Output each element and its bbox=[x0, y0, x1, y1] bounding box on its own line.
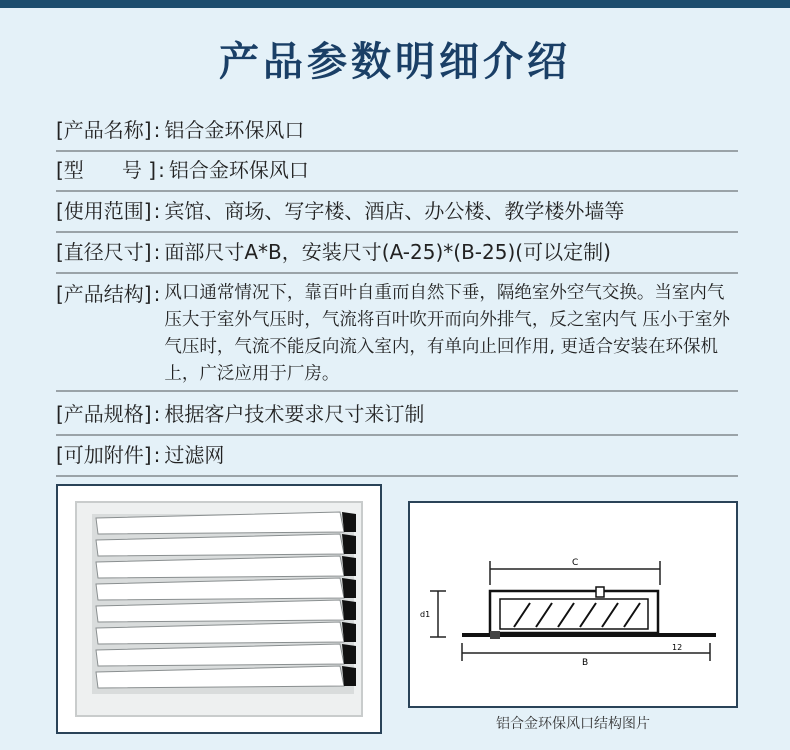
top-bar bbox=[0, 0, 790, 8]
row-value: 风口通常情况下，靠百叶自重而自然下垂，隔绝室外空气交换。当室内气压大于室外气压时，气流将百叶吹开而向外排气，反之室内气 压小于室外气压时，气流不能反向流入室内，有单向止回作用, 更适合安装在环保机上，广泛应用于厂房。 bbox=[164, 283, 730, 384]
row-value: 铝合金环保风口 bbox=[164, 118, 305, 142]
spec-row-accessory bbox=[56, 441, 738, 477]
louver-slat-shadow bbox=[342, 556, 356, 576]
row-value: 面部尺寸A*B，安装尺寸(A-25)*(B-25)(可以定制) bbox=[164, 240, 611, 264]
louver-slat-shadow bbox=[342, 666, 356, 686]
dim-top-label: C bbox=[572, 558, 579, 568]
structure-drawing bbox=[410, 503, 736, 706]
dim-bottom-label: B bbox=[582, 658, 589, 668]
row-separator: : bbox=[153, 282, 161, 306]
louver-slat-shadow bbox=[342, 622, 356, 642]
spec-row-spec bbox=[56, 400, 738, 436]
louver-slat-shadow bbox=[342, 644, 356, 664]
row-separator: : bbox=[153, 240, 161, 264]
louver-slat-shadow bbox=[342, 512, 356, 532]
row-separator: : bbox=[153, 118, 161, 142]
row-value: 根据客户技术要求尺寸来订制 bbox=[164, 402, 425, 426]
louver-slat-shadow bbox=[342, 600, 356, 620]
spec-row-structure bbox=[56, 280, 738, 392]
row-value: 宾馆、商场、写字楼、酒店、办公楼、教学楼外墙等 bbox=[164, 199, 625, 223]
row-label: [产品规格] bbox=[56, 402, 152, 426]
row-separator: : bbox=[153, 443, 161, 467]
spec-row-usage bbox=[56, 197, 738, 233]
row-label: [可加附件] bbox=[56, 443, 152, 467]
row-separator: : bbox=[158, 158, 165, 182]
louver-slat-shadow bbox=[342, 534, 356, 554]
row-value: 铝合金环保风口 bbox=[168, 158, 309, 182]
louver-photo bbox=[58, 486, 380, 732]
row-value: 过滤网 bbox=[164, 443, 225, 467]
row-label: [直径尺寸] bbox=[56, 240, 152, 264]
structure-drawing-panel bbox=[408, 501, 738, 708]
dim-left-label: d1 bbox=[420, 610, 431, 619]
row-label: [型 号 ] bbox=[56, 158, 157, 182]
spec-row-name bbox=[56, 116, 738, 152]
page-title: 产品参数明细介绍 bbox=[219, 39, 571, 85]
row-label: [使用范围] bbox=[56, 199, 152, 223]
row-separator: : bbox=[153, 402, 161, 426]
spec-row-model bbox=[56, 156, 738, 192]
louver-photo-panel bbox=[56, 484, 382, 734]
row-label: [产品结构] bbox=[56, 282, 152, 306]
dim-right-label: 12 bbox=[672, 643, 683, 652]
row-separator: : bbox=[153, 199, 161, 223]
spec-row-size bbox=[56, 238, 738, 274]
drawing-caption: 铝合金环保风口结构图片 bbox=[496, 716, 650, 732]
row-label: [产品名称] bbox=[56, 118, 152, 142]
louver-slat-shadow bbox=[342, 578, 356, 598]
